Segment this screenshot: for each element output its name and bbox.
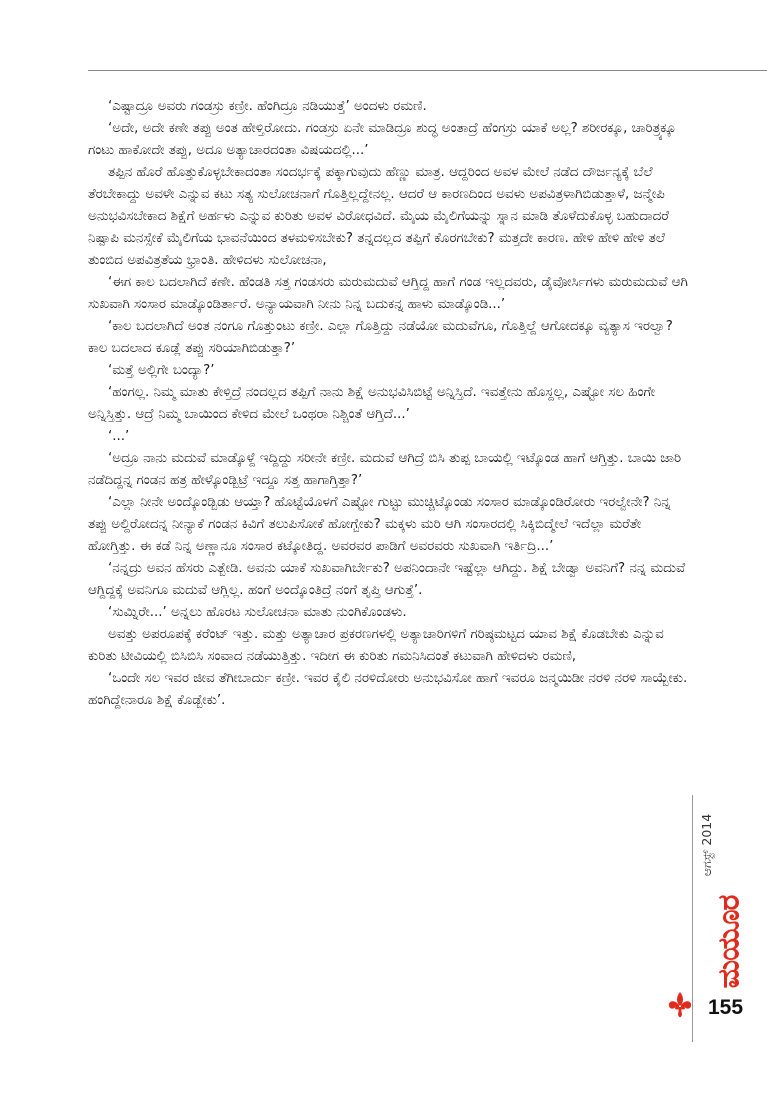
magazine-logo — [704, 896, 754, 988]
paragraph: ‘ಒಂದೇ ಸಲ ಇವರ ಜೀವ ತೆಗೀಬಾರ್ದು ಕಣ್ರೀ. ಇವರ ಕೈಲಿ ನರಳಿದೋರು ಅನುಭವಿಸೋ ಹಾಗೆ ಇವರೂ ಜನ್ಮಯಿಡೀ ನರಳಿ ನರಳಿ ಸಾಯ್ಬೇಕು. ಹಂಗಿದ್ದೇನಾರೂ ಶಿಕ್ಷೆ ಕೊಡ್ಬೇಕು’. — [88, 671, 688, 708]
paragraph: ಅವತ್ತು ಅಪರೂಪಕ್ಕೆ ಕರೆಂಟ್ ಇತ್ತು. ಮತ್ತು ಅತ್ಯಾಚಾರ ಪ್ರಕರಣಗಳಲ್ಲಿ ಅತ್ಯಾಚಾರಿಗಳಿಗೆ ಗರಿಷ್ಠಮಟ್ಟದ ಯಾವ ಶಿಕ್ಷೆ ಕೊಡಬೇಕು ಎನ್ನುವ ಕುರಿತು ಟೀವಿಯಲ್ಲಿ ಬಿಸಿಬಿಸಿ ಸಂವಾದ ನಡೆಯುತ್ತಿತ್ತು. ಇದೀಗ ಈ ಕುರಿತು ಗಮನಿಸಿದಂತೆ ಕಟುವಾಗಿ ಹೇಳಿದಳು ರಮಣಿ, — [88, 627, 664, 664]
paragraph: ‘...’ — [108, 429, 130, 444]
paragraph: ‘ಅದ್ರೂ ನಾನು ಮದುವೆ ಮಾಡ್ಕೊಳ್ದೆ ಇದ್ದಿದ್ದು ಸರೀನೇ ಕಣ್ರೀ. ಮದುವೆ ಆಗಿದ್ರೆ ಬಿಸಿ ತುಪ್ಪ ಬಾಯಲ್ಲಿ ಇಟ್ಕೊಂಡ ಹಾಗೆ ಆಗ್ತಿತ್ತು. ಬಾಯಿ ಜಾರಿ ನಡೆದಿದ್ದನ್ನ ಗಂಡನ ಹತ್ರ ಹೇಳ್ಕೊಂಡ್ಬಿಟ್ರೆ ಇದ್ದೂ ಸತ್ತ ಹಾಗಾಗ್ತಿತ್ತಾ?’ — [88, 451, 682, 488]
paragraph: ‘ಕಾಲ ಬದಲಾಗಿದೆ ಅಂತ ನಂಗೂ ಗೊತ್ತುಂಟು ಕಣ್ರೀ. ಎಲ್ಲಾ ಗೊತ್ತಿದ್ದು ನಡೆಯೋ ಮದುವೆಗೂ, ಗೊತ್ತಿಲ್ದೆ ಆಗೋದಕ್ಕೂ ವ್ಯತ್ಯಾಸ ಇರಲ್ವಾ? ಕಾಲ ಬದಲಾದ ಕೂಡ್ಲೆ ತಪ್ಪು ಸರಿಯಾಗಿಬಿಡುತ್ತಾ?’ — [88, 319, 673, 356]
paragraph: ತಪ್ಪಿನ ಹೊರೆ ಹೊತ್ತುಕೊಳ್ಳಬೇಕಾದಂತಾ ಸಂದರ್ಭಕ್ಕೆ ಪಕ್ಕಾಗುವುದು ಹೆಣ್ಣು ಮಾತ್ರ. ಆದ್ದರಿಂದ ಅವಳ ಮೇಲೆ ನಡೆದ ದೌರ್ಜನ್ಯಕ್ಕೆ ಬೆಲೆ ತೆರಬೇಕಾದ್ದು ಅವಳೇ ಎನ್ನುವ ಕಟು ಸತ್ಯ ಸುಲೋಚನಾಗೆ ಗೊತ್ತಿಲ್ಲದ್ದೇನಲ್ಲ. ಆದರೆ ಆ ಕಾರಣದಿಂದ ಅವಳು ಅಪವಿತ್ರಳಾಗಿಬಿಡುತ್ತಾಳೆ, ಜನ್ಮೇಪಿ ಅನುಭವಿಸಬೇಕಾದ ಶಿಕ್ಷೆಗೆ ಅರ್ಹಳು ಎನ್ನುವ ಕುರಿತು ಅವಳ ವಿರೋಧವಿದೆ. ಮೈಯ ಮೈಲಿಗೆಯನ್ನು ಸ್ನಾನ ಮಾಡಿ ತೊಳೆದುಕೊಳ್ಳ ಬಹುದಾದರೆ ನಿಷ್ಪಾಪಿ ಮನಸ್ಸೇಕೆ ಮೈಲಿಗೆಯ ಭಾವನೆಯಿಂದ ತಳಮಳಿಸಬೇಕು? ತನ್ನದಲ್ಲದ ತಪ್ಪಿಗೆ ಕೊರಗಬೇಕು? ಮತ್ತದೇ ಕಾರಣ. ಹೇಳಿ ಹೇಳಿ ಹೇಳಿ ತಲೆ ತುಂಬಿದ ಅಪವಿತ್ರತೆಯ ಭ್ರಾಂತಿ. ಹೇಳಿದಳು ಸುಲೋಚನಾ, — [88, 165, 669, 268]
paragraph: ‘ಸುಮ್ನಿರೇ...’ ಅನ್ನಲು ಹೊರಟ ಸುಲೋಚನಾ ಮಾತು ನುಂಗಿಕೊಂಡಳು. — [108, 605, 407, 620]
article-body — [88, 96, 688, 712]
fleur-shape — [669, 992, 691, 1017]
fleur-de-lis-icon — [667, 991, 693, 1019]
page-number: 155 — [708, 996, 744, 1019]
issue-date: ಆಗಸ್ಟ್ 2014 — [699, 813, 714, 877]
magazine-title: ಮಯೂರ — [711, 895, 747, 989]
top-rule — [88, 70, 767, 71]
paragraph: ‘ನನ್ನದ್ರು ಅವನ ಹೆಸರು ಎತ್ಬೇಡಿ. ಅವನು ಯಾಕೆ ಸುಖವಾಗಿರ್ಬೇಕು? ಅಪನಿಂದಾನೇ ಇಷ್ಟೆಲ್ಲಾ ಆಗಿದ್ದು. ಶಿಕ್ಷೆ ಬೇಡ್ವಾ ಅವನಿಗೆ? ನನ್ನ ಮದುವೆ ಆಗ್ದಿದ್ದಕ್ಕೆ ಅವನಿಗೂ ಮದುವೆ ಆಗ್ಲಿಲ್ಲ. ಹಂಗೆ ಅಂದ್ಕೊಂತಿದ್ರೆ ನಂಗೆ ತೃಪ್ತಿ ಆಗುತ್ತೆ’. — [88, 561, 686, 598]
paragraph: ‘ಎಲ್ಲಾ ನೀನೇ ಅಂದ್ಕೊಂಡ್ಬಿಡು ಆಯ್ತಾ? ಹೊಟ್ಟೆಯೊಳಗೆ ಎಷ್ಟೋ ಗುಟ್ಟು ಮುಚ್ಚಿಟ್ಕೊಂಡು ಸಂಸಾರ ಮಾಡ್ಕೊಂಡಿರೋರು ಇರಲ್ವೇನೇ? ನಿನ್ನ ತಪ್ಪು ಅಲ್ದಿರೋದನ್ನ ನೀನ್ಯಾಕೆ ಗಂಡನ ಕಿವಿಗೆ ತಲುಪಿಸೋಕೆ ಹೋಗ್ಬೇಕು? ಮಕ್ಕಳು ಮರಿ ಆಗಿ ಸಂಸಾರದಲ್ಲಿ ಸಿಕ್ಕಿಬಿದ್ಮೇಲೆ ಇದೆಲ್ಲಾ ಮರೆತೇ ಹೋಗ್ತಿತ್ತು. ಈ ಕಡೆ ನಿನ್ನ ಅಣ್ಣಾನೂ ಸಂಸಾರ ಕಟ್ಕೋತಿದ್ದ. ಅವರವರ ಪಾಡಿಗೆ ಅವರವರು ಸುಖವಾಗಿ ಇರ್ತಿದ್ರಿ...’ — [88, 495, 671, 554]
issue-label — [695, 800, 719, 890]
paragraph: ‘ಮತ್ತೆ ಅಲ್ಲಿಗೇ ಬಂದ್ಯಾ?’ — [108, 363, 215, 378]
paragraph: ‘ಅದೇ, ಅದೇ ಕಣೇ ತಪ್ಪು ಅಂತ ಹೇಳ್ತಿರೋದು. ಗಂಡಸ್ರು ಏನೇ ಮಾಡಿದ್ರೂ ಶುದ್ಧ ಅಂತಾದ್ರೆ ಹೆಂಗಸ್ರು ಯಾಕೆ ಅಲ್ಲ? ಶರೀರಕ್ಕೂ, ಚಾರಿತ್ರ್ಯಕ್ಕೂ ಗಂಟು ಹಾಕೋದೇ ತಪ್ಪು, ಅದೂ ಅತ್ಯಾಚಾರದಂತಾ ವಿಷಯದಲ್ಲಿ...’ — [88, 121, 677, 158]
paragraph: ‘ಹಂಗಲ್ಲ. ನಿಮ್ಮ ಮಾತು ಕೇಳ್ತಿದ್ರೆ ನಂದಲ್ಲದ ತಪ್ಪಿಗೆ ನಾನು ಶಿಕ್ಷೆ ಅನುಭವಿಸಿಬಿಟ್ಟೆ ಅನ್ನಿಸ್ತಿದೆ. ಇವತ್ತೇನು ಹೊಸ್ದಲ್ಲ, ಎಷ್ಟೋ ಸಲ ಹಿಂಗೇ ಅನ್ನಿಸ್ತಿತ್ತು. ಆದ್ರೆ ನಿಮ್ಮ ಬಾಯಿಂದ ಕೇಳಿದ ಮೇಲೆ ಒಂಥರಾ ನಿಶ್ಚಿಂತೆ ಆಗ್ತಿದೆ...’ — [88, 385, 656, 422]
paragraph: ‘ಈಗ ಕಾಲ ಬದಲಾಗಿದೆ ಕಣೇ. ಹೆಂಡತಿ ಸತ್ತ ಗಂಡಸರು ಮರುಮದುವೆ ಆಗ್ತಿದ್ದ ಹಾಗೆ ಗಂಡ ಇಲ್ಲದವರು, ಡೈವೋರ್ಸಿಗಳು ಮರುಮದುವೆ ಆಗಿ ಸುಖವಾಗಿ ಸಂಸಾರ ಮಾಡ್ಕೊಂಡಿರ್ತಾರೆ. ಅನ್ಯಾಯವಾಗಿ ನೀನು ನಿನ್ನ ಬದುಕನ್ನ ಹಾಳು ಮಾಡ್ಕೊಂಡಿ...’ — [88, 275, 688, 312]
paragraph: ‘ಎಷ್ಟಾದ್ರೂ ಅವರು ಗಂಡಸ್ರು ಕಣ್ರೀ. ಹೆಂಗಿದ್ರೂ ನಡಿಯುತ್ತೆ’ ಅಂದಳು ರಮಣಿ. — [108, 99, 427, 114]
